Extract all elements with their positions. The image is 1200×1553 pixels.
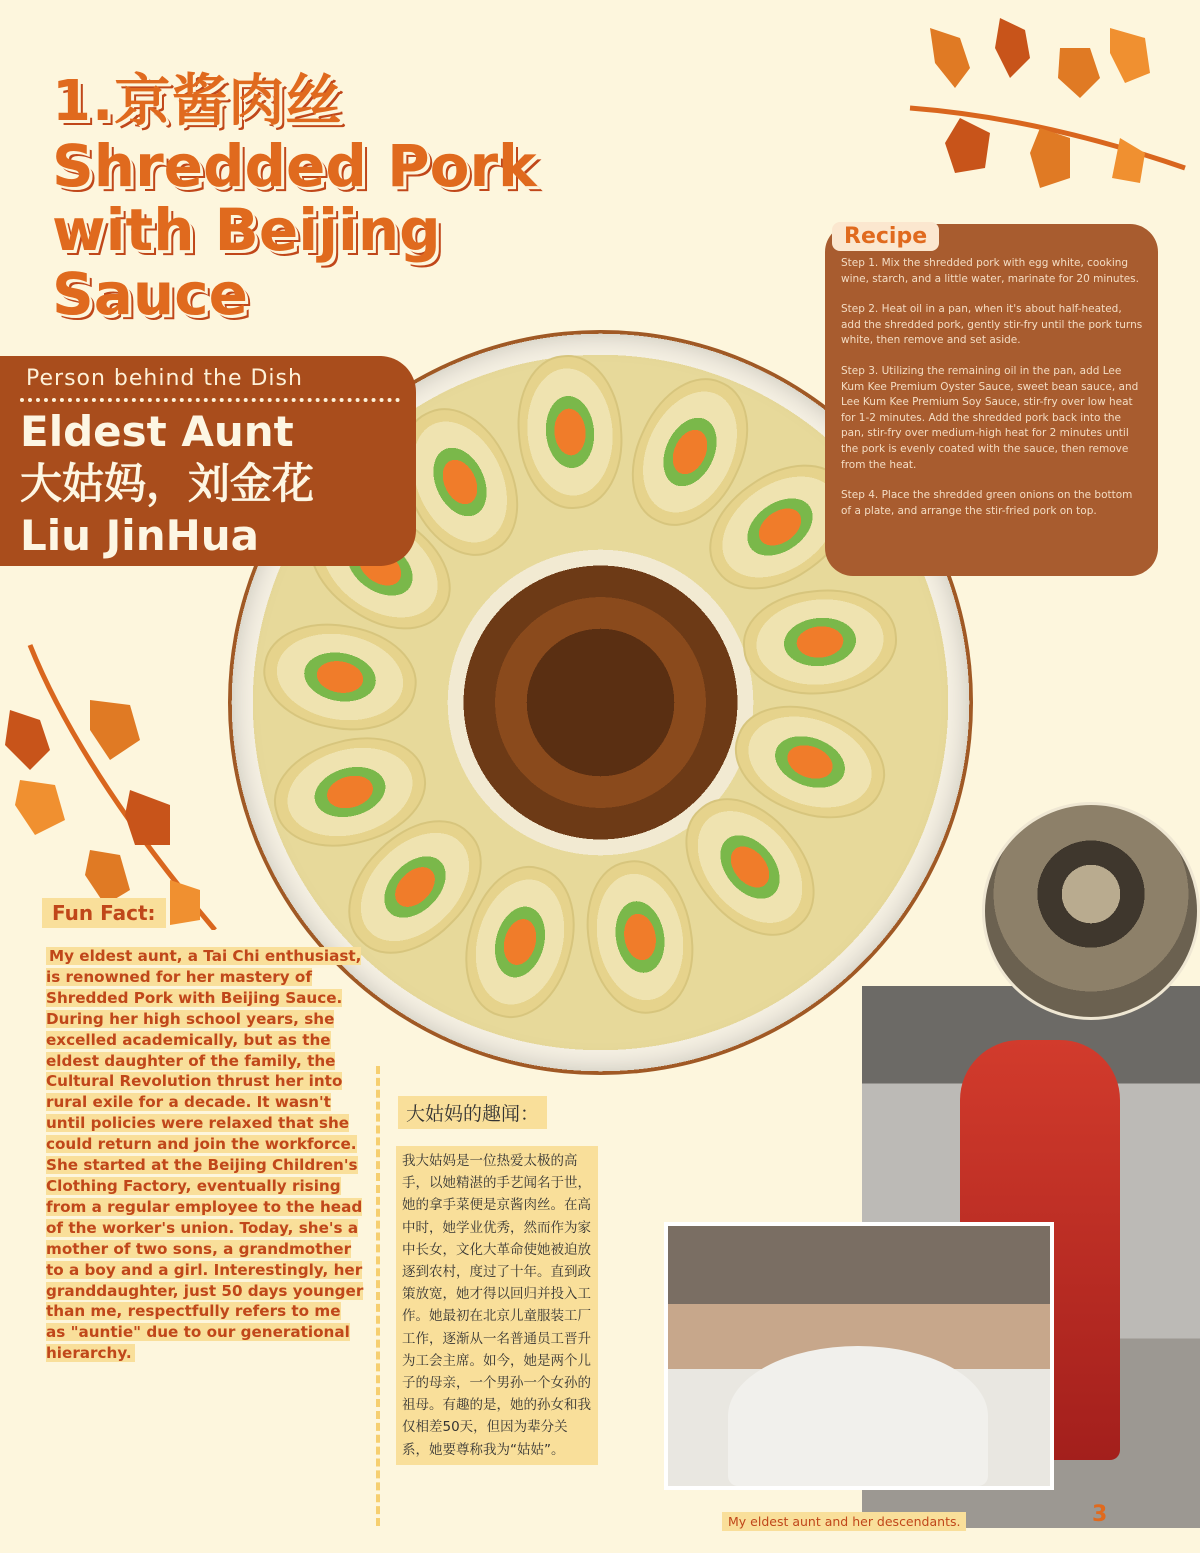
person-subtitle: Person behind the Dish — [26, 366, 303, 391]
title-line-3: with Beijing — [52, 196, 441, 264]
fun-fact-cn-label: 大姑妈的趣闻： — [398, 1096, 547, 1129]
dinner-table — [728, 1346, 988, 1486]
page-number: 3 — [1092, 1502, 1108, 1527]
person-behind-dish-card — [0, 356, 416, 566]
person-name-english: Eldest Aunt — [20, 407, 294, 456]
recipe-label: Recipe — [832, 222, 939, 251]
fun-fact-cn-text: 我大姑妈是一位热爱太极的高手，以她精湛的手艺闻名于世，她的拿手菜便是京酱肉丝。在高中时，她学业优秀，然而作为家中长女，文化大革命使她被迫放逐到农村，度过了十年。直到政策放宽，她才得以回归并投入工作。她最初在北京儿童服装工厂工作，逐渐从一名普通员工晋升为工会主席。如今，她是两个儿子的母亲，一个男孙一个女孙的祖母。有趣的是，她的孙女和我仅相差50天，但因为辈分关系，她要尊称我为“姑姑”。 — [396, 1146, 598, 1465]
recipe-step: Step 3. Utilizing the remaining oil in the pan, add Lee Kum Kee Premium Oyster Sauce, sweet bean sauce, and Lee Kum Kee Premium Soy Sauce, stir-fry over low heat for 1-2 minutes. Add the shredded pork back into the pan, stir-fry over medium-high heat for 2 minutes until the pork is evenly coated with the sauce, then remove from the heat. — [841, 364, 1139, 471]
dotted-divider — [20, 398, 400, 402]
person-name-pinyin: Liu JinHua — [20, 511, 259, 560]
fun-fact-label: Fun Fact: — [42, 898, 166, 928]
recipe-step: Step 1. Mix the shredded pork with egg white, cooking wine, starch, and a little water, marinate for 20 minutes. — [841, 257, 1139, 285]
title-line-4: Sauce — [52, 260, 248, 328]
fun-fact-body: My eldest aunt, a Tai Chi enthusiast, is renowned for her mastery of Shredded Pork with Beijing Sauce. During her high school years, she excelled academically, but as the eldest daughter of the family, the Cultural Revolution thrust her into rural exile for a decade. It wasn't until policies were relaxed that she could return and join the workforce. She started at the Beijing Children's Clothing Factory, eventually rising from a regular employee to the head of the worker's union. Today, she's a mother of two sons, a grandmother to a boy and a girl. Interestingly, her granddaughter, just 50 days younger than me, respectfully refers to me as "auntie" due to our generational hierarchy. — [46, 947, 364, 1363]
title-line-2: Shredded Pork — [52, 132, 537, 200]
photo-caption: My eldest aunt and her descendants. — [722, 1512, 966, 1531]
fun-fact-text — [46, 946, 364, 1364]
page-title — [52, 70, 772, 326]
leaves-left-icon — [0, 640, 240, 930]
person-name-chinese: 大姑妈，刘金花 — [20, 459, 315, 508]
dashed-divider — [376, 1066, 380, 1526]
person-name — [20, 406, 314, 562]
recipe-step: Step 2. Heat oil in a pan, when it's about half-heated, add the shredded pork, gently stir-fry until the pork turns white, then remove and set aside. — [841, 303, 1143, 347]
family-dinner-photo — [664, 1222, 1054, 1490]
recipe-step: Step 4. Place the shredded green onions on the bottom of a plate, and arrange the stir-fried pork on top. — [841, 489, 1133, 517]
recipe-steps — [841, 256, 1143, 534]
leaves-top-right-icon — [900, 8, 1190, 208]
title-chinese: 1.京酱肉丝 — [52, 69, 343, 134]
portrait-photo — [982, 802, 1200, 1020]
